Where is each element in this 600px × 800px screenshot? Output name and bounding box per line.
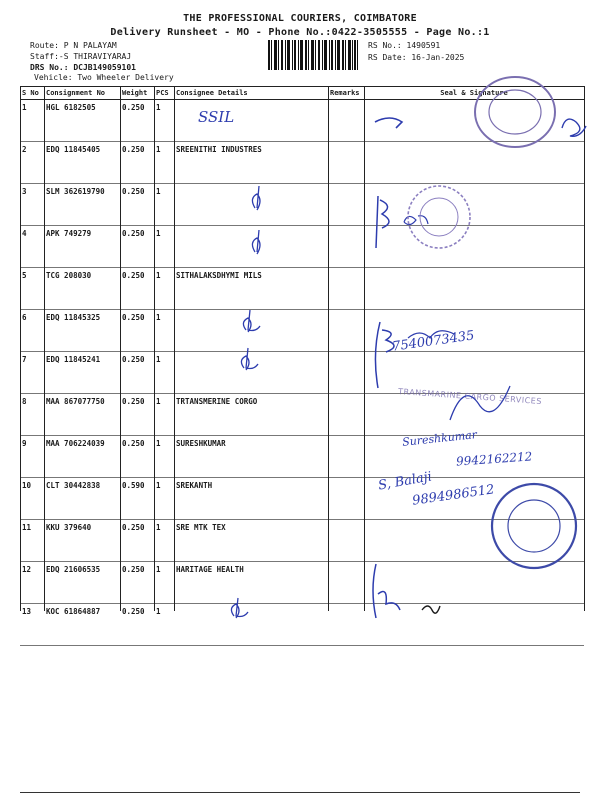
cell-pcs: 1: [154, 142, 174, 184]
cell-pcs: 1: [154, 604, 174, 646]
cell-sno: 7: [20, 352, 44, 394]
handwritten-name-row10: S, Balaji: [377, 469, 434, 494]
cell-remarks: [328, 310, 364, 352]
cell-cno: HGL 6182505: [44, 100, 120, 142]
cell-sno: 12: [20, 562, 44, 604]
table-row: [20, 310, 584, 352]
cell-pcs: 1: [154, 478, 174, 520]
cell-remarks: [328, 436, 364, 478]
signature-icon: [440, 376, 520, 426]
cell-remarks: [328, 226, 364, 268]
cell-pcs: 1: [154, 268, 174, 310]
circular-stamp-icon: [488, 476, 580, 576]
cell-weight: 0.250: [120, 604, 154, 646]
cell-weight: 0.590: [120, 478, 154, 520]
cell-weight: 0.250: [120, 520, 154, 562]
handwritten-consignee-row1: SSIL: [198, 108, 235, 126]
col-weight: Weight: [120, 87, 154, 100]
signature-icon: [245, 184, 275, 214]
signature-icon: [366, 560, 426, 622]
cell-weight: 0.250: [120, 562, 154, 604]
cell-pcs: 1: [154, 394, 174, 436]
circular-stamp-icon: [404, 182, 474, 252]
cell-weight: 0.250: [120, 352, 154, 394]
column-divider: [120, 86, 121, 611]
table-row: [20, 184, 584, 226]
footer-rule: [20, 792, 580, 793]
cell-pcs: 1: [154, 520, 174, 562]
table-row: [20, 268, 584, 310]
cell-pcs: 1: [154, 562, 174, 604]
cell-weight: 0.250: [120, 142, 154, 184]
signature-icon: [418, 598, 444, 622]
cell-sno: 4: [20, 226, 44, 268]
cell-consignee: SREENITHI INDUSTRES: [174, 142, 328, 184]
cell-cno: MAA 706224039: [44, 436, 120, 478]
signature-icon: [236, 346, 262, 374]
column-divider: [584, 86, 585, 611]
staff-label: Staff:-S THIRAVIYARAJ: [30, 52, 132, 61]
cell-sno: 8: [20, 394, 44, 436]
cell-sno: 9: [20, 436, 44, 478]
cell-remarks: [328, 352, 364, 394]
signature-icon: [226, 596, 252, 622]
cell-cno: SLM 362619790: [44, 184, 120, 226]
drs-number: DRS No.: DCJB149059101: [30, 63, 136, 72]
runsheet-subtitle: Delivery Runsheet - MO - Phone No.:0422-3505555 - Page No.:1: [110, 27, 490, 38]
cell-cno: KOC 61864887: [44, 604, 120, 646]
cell-cno: EDQ 11845325: [44, 310, 120, 352]
cell-sno: 1: [20, 100, 44, 142]
route-label: Route: P N PALAYAM: [30, 41, 117, 50]
cell-pcs: 1: [154, 226, 174, 268]
cell-cno: EDQ 21606535: [44, 562, 120, 604]
company-stamp: TRANSMARINE CARGO SERVICES: [397, 386, 543, 407]
cell-weight: 0.250: [120, 436, 154, 478]
cell-sno: 3: [20, 184, 44, 226]
barcode-icon: [268, 40, 358, 70]
cell-consignee: SRE MTK TEX: [174, 520, 328, 562]
col-consignee: Consignee Details: [174, 87, 328, 100]
signature-icon: [370, 108, 415, 138]
handwritten-phone-row10: 9894986512: [411, 482, 496, 509]
cell-seal: [364, 268, 584, 310]
cell-cno: EDQ 11845405: [44, 142, 120, 184]
cell-weight: 0.250: [120, 226, 154, 268]
cell-remarks: [328, 142, 364, 184]
cell-weight: 0.250: [120, 310, 154, 352]
rs-number: RS No.: 1490591: [368, 41, 441, 50]
handwritten-name-row9: Sureshkumar: [401, 428, 478, 449]
cell-remarks: [328, 394, 364, 436]
cell-sno: 5: [20, 268, 44, 310]
column-divider: [174, 86, 175, 611]
col-consignment: Consignment No: [44, 87, 120, 100]
vehicle-label: Vehicle: Two Wheeler Delivery: [34, 73, 174, 82]
cell-sno: 6: [20, 310, 44, 352]
cell-weight: 0.250: [120, 100, 154, 142]
cell-sno: 11: [20, 520, 44, 562]
signature-icon: [556, 112, 590, 142]
handwritten-phone-row9: 9942162212: [455, 449, 533, 469]
cell-remarks: [328, 478, 364, 520]
cell-cno: EDQ 11845241: [44, 352, 120, 394]
column-divider: [364, 86, 365, 611]
cell-consignee: SURESHKUMAR: [174, 436, 328, 478]
cell-cno: CLT 30442838: [44, 478, 120, 520]
company-title: THE PROFESSIONAL COURIERS, COIMBATORE: [183, 13, 417, 24]
handwritten-phone-row7: 7540073435: [391, 328, 476, 355]
cell-pcs: 1: [154, 100, 174, 142]
column-divider: [328, 86, 329, 611]
cell-sno: 2: [20, 142, 44, 184]
cell-consignee: HARITAGE HEALTH: [174, 562, 328, 604]
col-seal: Seal & Signature: [364, 87, 584, 100]
cell-cno: APK 749279: [44, 226, 120, 268]
col-pcs: PCS: [154, 87, 174, 100]
cell-weight: 0.250: [120, 268, 154, 310]
cell-consignee: SREKANTH: [174, 478, 328, 520]
cell-cno: TCG 208030: [44, 268, 120, 310]
column-divider: [20, 86, 21, 611]
cell-remarks: [328, 100, 364, 142]
signature-icon: [245, 228, 275, 258]
table-row: [20, 604, 584, 646]
cell-sno: 10: [20, 478, 44, 520]
cell-consignee: SITHALAKSDHYMI MILS: [174, 268, 328, 310]
cell-remarks: [328, 520, 364, 562]
cell-weight: 0.250: [120, 394, 154, 436]
cell-pcs: 1: [154, 352, 174, 394]
cell-consignee: TRTANSMERINE CORGO: [174, 394, 328, 436]
circular-stamp-icon: [470, 72, 560, 152]
cell-remarks: [328, 268, 364, 310]
rs-date: RS Date: 16-Jan-2025: [368, 53, 465, 62]
col-remarks: Remarks: [328, 87, 364, 100]
signature-icon: [238, 308, 264, 336]
cell-weight: 0.250: [120, 184, 154, 226]
column-divider: [44, 86, 45, 611]
cell-remarks: [328, 562, 364, 604]
column-divider: [154, 86, 155, 611]
cell-pcs: 1: [154, 310, 174, 352]
col-sno: S No: [20, 87, 44, 100]
cell-remarks: [328, 604, 364, 646]
cell-remarks: [328, 184, 364, 226]
cell-sno: 13: [20, 604, 44, 646]
cell-pcs: 1: [154, 436, 174, 478]
cell-pcs: 1: [154, 184, 174, 226]
table-row: [20, 226, 584, 268]
cell-cno: KKU 379640: [44, 520, 120, 562]
cell-cno: MAA 867077750: [44, 394, 120, 436]
